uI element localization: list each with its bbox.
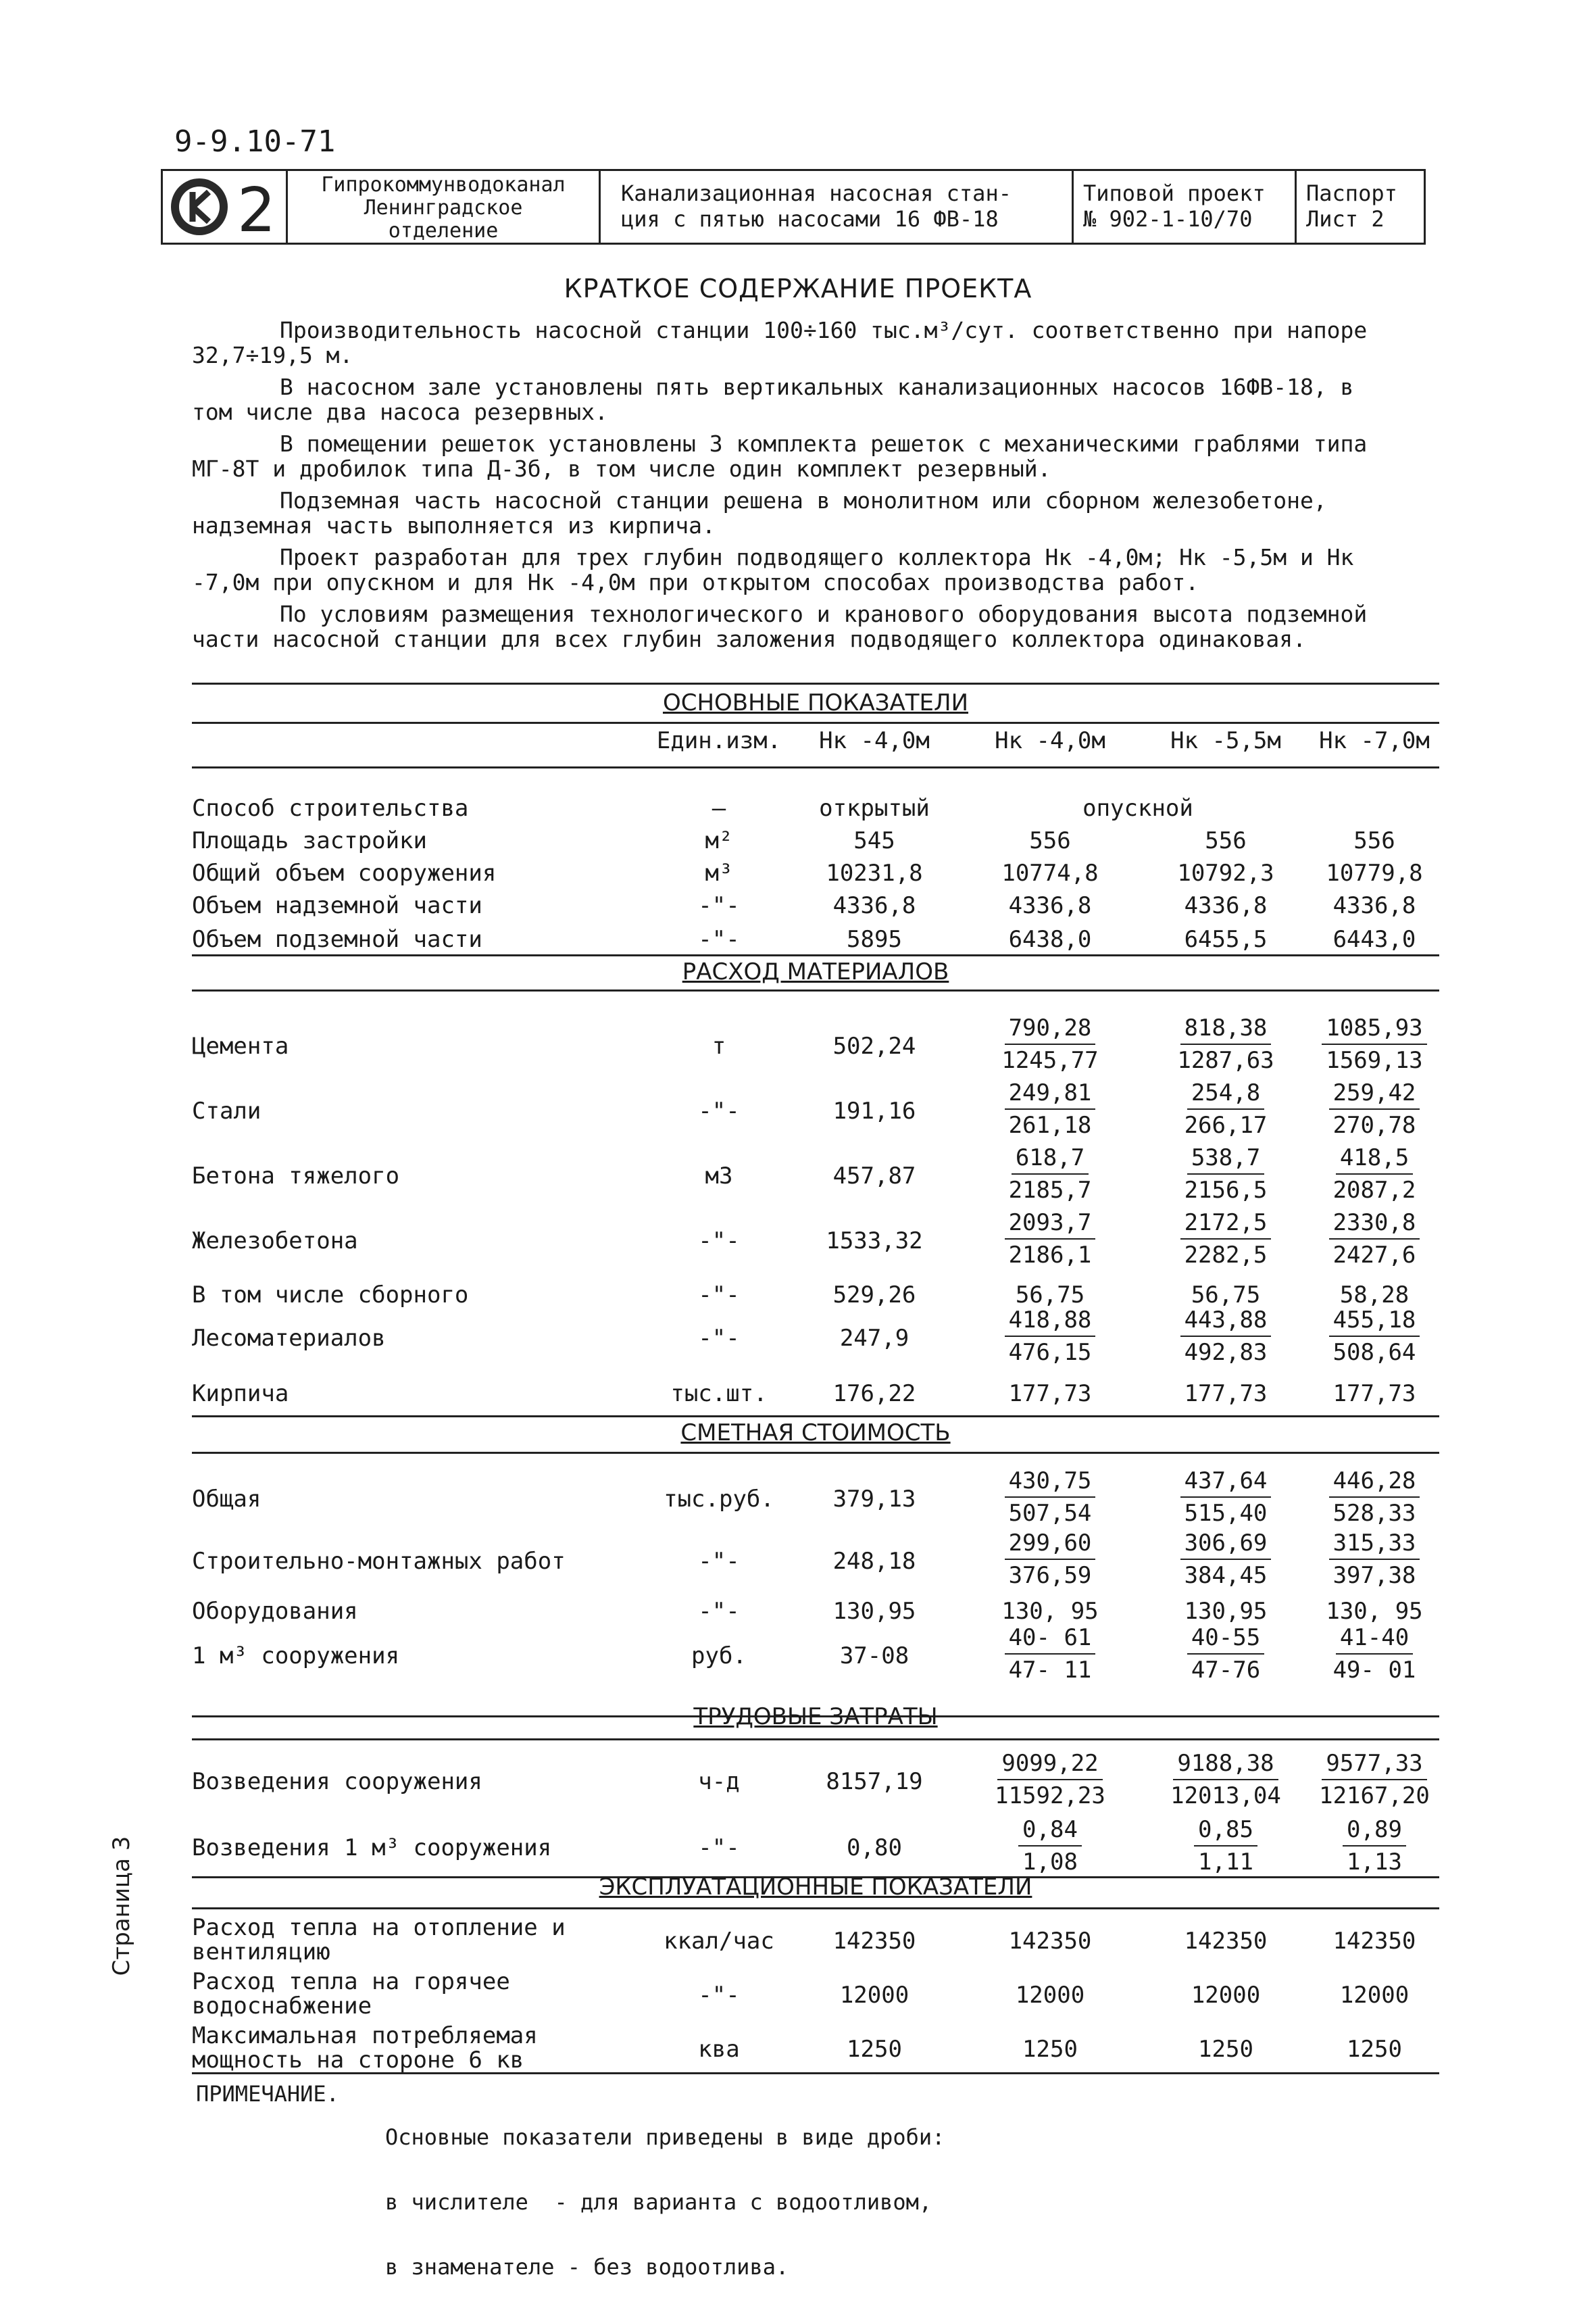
value-cell: 37-08 <box>839 1642 909 1669</box>
intro-paragraph: Подземная часть насосной станции решена в монолитном или сборном железобетоне, надземная часть выполняется из кирпича. <box>192 487 1327 539</box>
row-label-line: Расход тепла на горячее <box>192 1968 510 1995</box>
fraction-cell <box>976 1207 1124 1271</box>
denominator: 11592,23 <box>995 1782 1105 1809</box>
denominator: 2156,5 <box>1184 1177 1268 1204</box>
value-cell: 0,80 <box>847 1834 902 1861</box>
numerator: 254,8 <box>1187 1077 1264 1110</box>
denominator: 1569,13 <box>1326 1047 1423 1074</box>
row-label: 1 м³ сооружения <box>192 1642 400 1669</box>
denominator: 261,18 <box>1008 1112 1092 1139</box>
fraction-cell <box>976 1077 1124 1141</box>
section-operation-title: ЭКСПЛУАТАЦИОННЫЕ ПОКАЗАТЕЛИ <box>599 1874 1032 1901</box>
value-cell: 5895 <box>847 926 902 953</box>
row-unit: -"- <box>698 1281 740 1309</box>
fraction-cell <box>1151 1465 1300 1529</box>
numerator: 1085,93 <box>1322 1012 1426 1045</box>
row-label: Строительно-монтажных работ <box>192 1548 566 1575</box>
value-cell: 4336,8 <box>1008 892 1092 919</box>
row-unit: -"- <box>698 1982 740 2009</box>
row-label <box>192 2024 538 2072</box>
row-unit: -"- <box>698 892 740 919</box>
section-main-title: ОСНОВНЫЕ ПОКАЗАТЕЛИ <box>662 689 969 716</box>
denominator: 2087,2 <box>1332 1177 1416 1204</box>
row-unit: т <box>712 1033 726 1060</box>
row-label: Железобетона <box>192 1227 358 1254</box>
row-label <box>192 1915 566 1964</box>
value-cell: 457,87 <box>832 1163 916 1190</box>
numerator: 455,18 <box>1329 1304 1420 1337</box>
denominator: 12013,04 <box>1170 1782 1281 1809</box>
row-unit: м² <box>705 827 733 854</box>
value-cell: 556 <box>1353 827 1395 854</box>
denominator: 492,83 <box>1184 1339 1268 1366</box>
rule <box>192 722 1439 724</box>
row-unit: -"- <box>698 1098 740 1125</box>
value-cell: 10231,8 <box>826 860 923 887</box>
fraction-cell <box>1300 1748 1449 1811</box>
row-label: Объем подземной части <box>192 926 482 953</box>
denominator: 1,08 <box>1022 1849 1078 1876</box>
rule <box>192 2072 1439 2074</box>
denominator: 2427,6 <box>1332 1242 1416 1269</box>
denominator: 528,33 <box>1332 1500 1416 1527</box>
value-cell: 556 <box>1205 827 1247 854</box>
fraction-cell <box>1151 1748 1300 1811</box>
row-label: Лесоматериалов <box>192 1325 386 1352</box>
fraction-cell <box>1300 1142 1449 1206</box>
value-cell: 248,18 <box>832 1548 916 1575</box>
row-label <box>192 1970 510 2018</box>
row-label: Цемента <box>192 1033 289 1060</box>
value-cell: 6438,0 <box>1008 926 1092 953</box>
fraction-cell <box>1151 1142 1300 1206</box>
row-unit: -"- <box>698 1325 740 1352</box>
rule <box>192 766 1439 768</box>
intro-paragraph: Проект разработан для трех глубин подводящего коллектора Hк -4,0м; Hк -5,5м и Hк -7,0м при опускном и для Hк -4,0м при открытом способах производства работ. <box>192 544 1354 595</box>
organization-cell: Гипрокоммунводоканал Ленинградское отделение <box>288 171 601 243</box>
numerator: 315,33 <box>1329 1527 1420 1560</box>
value-cell: 556 <box>1029 827 1071 854</box>
row-label-line: Максимальная потребляемая <box>192 2022 538 2049</box>
row-unit: тыс.руб. <box>664 1486 774 1513</box>
intro-text <box>192 318 1388 658</box>
value-cell: 379,13 <box>832 1486 916 1513</box>
numerator: 0,85 <box>1194 1814 1257 1847</box>
section-labor-title: ТРУДОВЫЕ ЗАТРАТЫ <box>693 1703 938 1730</box>
value-cell: 12000 <box>1015 1982 1085 2009</box>
fraction-cell <box>976 1142 1124 1206</box>
row-label-line: вентиляцию <box>192 1938 330 1965</box>
value-cell: 130, 95 <box>1326 1598 1423 1625</box>
value-cell: 4336,8 <box>1332 892 1416 919</box>
denominator: 12167,20 <box>1319 1782 1430 1809</box>
fraction-cell <box>1151 1077 1300 1141</box>
value-cell: 1533,32 <box>826 1227 923 1254</box>
value-cell: 545 <box>853 827 895 854</box>
row-label: Бетона тяжелого <box>192 1163 400 1190</box>
fraction-cell <box>976 1748 1124 1811</box>
numerator: 446,28 <box>1329 1465 1420 1498</box>
row-label: Площадь застройки <box>192 827 427 854</box>
row-unit: м3 <box>705 1163 733 1190</box>
value-cell: 130,95 <box>1184 1598 1268 1625</box>
value-cell: 10792,3 <box>1177 860 1274 887</box>
numerator: 9577,33 <box>1322 1748 1426 1780</box>
rule <box>192 1452 1439 1454</box>
row-label: Оборудования <box>192 1598 358 1625</box>
row-label-line: мощность на стороне 6 кв <box>192 2047 524 2074</box>
company-logo-icon <box>167 173 282 241</box>
value-cell: 177,73 <box>1008 1380 1092 1407</box>
value-cell: 130,95 <box>832 1598 916 1625</box>
value-cell: 529,26 <box>832 1281 916 1309</box>
numerator: 437,64 <box>1180 1465 1272 1498</box>
logo-cell <box>163 171 288 243</box>
numerator: 249,81 <box>1005 1077 1096 1110</box>
fraction-cell <box>1151 1304 1300 1368</box>
fraction-cell <box>976 1622 1124 1686</box>
denominator: 2186,1 <box>1008 1242 1092 1269</box>
value-cell: 6443,0 <box>1332 926 1416 953</box>
value-cell: 4336,8 <box>832 892 916 919</box>
denominator: 1245,77 <box>1001 1047 1099 1074</box>
value-cell: 142350 <box>1008 1928 1092 1955</box>
fraction-cell <box>1151 1207 1300 1271</box>
denominator: 476,15 <box>1008 1339 1092 1366</box>
value-cell: 12000 <box>1339 1982 1410 2009</box>
fraction-cell <box>1300 1465 1449 1529</box>
value-cell: 10774,8 <box>1001 860 1099 887</box>
fraction-cell <box>1300 1207 1449 1271</box>
value-cell: 12000 <box>839 1982 909 2009</box>
numerator: 40- 61 <box>1005 1622 1096 1655</box>
value-cell: 247,9 <box>839 1325 909 1352</box>
numerator: 2330,8 <box>1329 1207 1420 1240</box>
denominator: 515,40 <box>1184 1500 1268 1527</box>
numerator: 9188,38 <box>1173 1748 1278 1780</box>
value-cell: 130, 95 <box>1001 1598 1099 1625</box>
numerator: 443,88 <box>1180 1304 1272 1337</box>
denominator: 49- 01 <box>1332 1657 1416 1684</box>
fraction-cell <box>1151 1012 1300 1076</box>
numerator: 0,89 <box>1343 1814 1406 1847</box>
numerator: 430,75 <box>1005 1465 1096 1498</box>
row-label: Возведения 1 м³ сооружения <box>192 1834 552 1861</box>
value-cell: 176,22 <box>832 1380 916 1407</box>
numerator: 2172,5 <box>1180 1207 1272 1240</box>
page-number: Страница 3 <box>108 1836 135 1976</box>
value-cell: 177,73 <box>1184 1380 1268 1407</box>
value-cell: 12000 <box>1191 1982 1261 2009</box>
numerator: 2093,7 <box>1005 1207 1096 1240</box>
value-cell: 56,75 <box>1191 1281 1261 1309</box>
denominator: 270,78 <box>1332 1112 1416 1139</box>
fraction-cell <box>1300 1304 1449 1368</box>
row-label: Общий объем сооружения <box>192 860 497 887</box>
value-cell: 1250 <box>1198 2036 1253 2063</box>
value-cell: 191,16 <box>832 1098 916 1125</box>
title-block <box>161 169 1426 245</box>
numerator: 0,84 <box>1018 1814 1082 1847</box>
value-cell: 142350 <box>832 1928 916 1955</box>
document-code: 9-9.10-71 <box>174 124 336 159</box>
row-label-line: водоснабжение <box>192 1992 372 2020</box>
row-label-line: Расход тепла на отопление и <box>192 1914 566 1941</box>
rule <box>192 989 1439 992</box>
fraction-cell <box>976 1012 1124 1076</box>
intro-paragraph: В насосном зале установлены пять вертикальных канализационных насосов 16ФВ-18, в том числе два насоса резервных. <box>192 374 1354 425</box>
numerator: 9099,22 <box>997 1748 1102 1780</box>
numerator: 538,7 <box>1187 1142 1264 1175</box>
intro-paragraph: Производительность насосной станции 100÷160 тыс.м³/сут. соответственно при напоре 32,7÷19,5 м. <box>192 317 1368 368</box>
numerator: 418,5 <box>1336 1142 1413 1175</box>
page-title: КРАТКОЕ СОДЕРЖАНИЕ ПРОЕКТА <box>564 274 1032 303</box>
section-cost-title: СМЕТНАЯ СТОИМОСТЬ <box>680 1419 951 1446</box>
row-unit: -"- <box>698 1598 740 1625</box>
fraction-cell <box>976 1527 1124 1591</box>
denominator: 266,17 <box>1184 1112 1268 1139</box>
numerator: 259,42 <box>1329 1077 1420 1110</box>
denominator: 47-76 <box>1191 1657 1261 1684</box>
denominator: 1,11 <box>1198 1849 1253 1876</box>
fraction-cell <box>1151 1527 1300 1591</box>
sheet-cell: Паспорт Лист 2 <box>1306 180 1397 232</box>
intro-paragraph: По условиям размещения технологического и кранового оборудования высота подземной части насосной станции для всех глубин заложения подводящего коллектора одинаковая. <box>192 601 1368 652</box>
row-label: Стали <box>192 1098 261 1125</box>
fraction-cell <box>976 1814 1124 1878</box>
value-cell: 1250 <box>847 2036 902 2063</box>
denominator: 2185,7 <box>1008 1177 1092 1204</box>
project-number-cell: Типовой проект № 902-1-10/70 <box>1074 171 1297 243</box>
row-label: Объем надземной части <box>192 892 482 919</box>
fraction-cell <box>1300 1012 1449 1076</box>
denominator: 384,45 <box>1184 1562 1268 1589</box>
rule <box>192 1738 1439 1740</box>
intro-paragraph: В помещении решеток установлены 3 комплекта решеток с механическими граблями типа МГ-8Т и дробилок типа Д-3б, в том числе один комплект резервный. <box>192 431 1368 482</box>
rule <box>192 1907 1439 1909</box>
denominator: 1,13 <box>1347 1849 1402 1876</box>
denominator: 376,59 <box>1008 1562 1092 1589</box>
value-cell: 56,75 <box>1015 1281 1085 1309</box>
value-cell: 10779,8 <box>1326 860 1423 887</box>
row-label: Кирпича <box>192 1380 289 1407</box>
numerator: 818,38 <box>1180 1012 1272 1045</box>
row-unit: ква <box>698 2036 740 2063</box>
value-cell: 58,28 <box>1339 1281 1410 1309</box>
fraction-cell <box>1300 1814 1449 1878</box>
denominator: 1287,63 <box>1177 1047 1274 1074</box>
fraction-cell <box>1300 1527 1449 1591</box>
value-cell: 142350 <box>1184 1928 1268 1955</box>
denominator: 507,54 <box>1008 1500 1092 1527</box>
row-unit: -"- <box>698 1834 740 1861</box>
numerator: 40-55 <box>1187 1622 1264 1655</box>
value-cell: 1250 <box>1022 2036 1078 2063</box>
fraction-cell <box>1151 1622 1300 1686</box>
section-materials-title: РАСХОД МАТЕРИАЛОВ <box>682 958 949 985</box>
value-cell: 177,73 <box>1332 1380 1416 1407</box>
row-unit: руб. <box>691 1642 747 1669</box>
row-label: Общая <box>192 1486 261 1513</box>
denominator: 397,38 <box>1332 1562 1416 1589</box>
row-unit: -"- <box>698 1227 740 1254</box>
row-unit: м³ <box>705 860 733 887</box>
value-cell: 1250 <box>1347 2036 1402 2063</box>
rule <box>192 683 1439 685</box>
fraction-cell <box>1151 1814 1300 1878</box>
row-unit: ккал/час <box>664 1928 774 1955</box>
numerator: 618,7 <box>1012 1142 1089 1175</box>
numerator: 418,88 <box>1005 1304 1096 1337</box>
denominator: 2282,5 <box>1184 1242 1268 1269</box>
value-cell: 502,24 <box>832 1033 916 1060</box>
svg-text:2: 2 <box>237 175 276 241</box>
value-cell: 8157,19 <box>826 1768 923 1795</box>
row-unit: ч-д <box>698 1768 740 1795</box>
fraction-cell <box>1300 1077 1449 1141</box>
value-cell: 4336,8 <box>1184 892 1268 919</box>
numerator: 41-40 <box>1336 1622 1413 1655</box>
fraction-cell <box>976 1465 1124 1529</box>
row-unit: -"- <box>698 1548 740 1575</box>
project-name-cell: Канализационная насосная стан- ция с пятью насосами 16 ФВ-18 <box>601 171 1074 243</box>
row-label: Возведения сооружения <box>192 1768 482 1795</box>
numerator: 299,60 <box>1005 1527 1096 1560</box>
row-unit: тыс.шт. <box>670 1380 768 1407</box>
fraction-cell <box>976 1304 1124 1368</box>
denominator: 508,64 <box>1332 1339 1416 1366</box>
fraction-cell <box>1300 1622 1449 1686</box>
denominator: 47- 11 <box>1008 1657 1092 1684</box>
numerator: 306,69 <box>1180 1527 1272 1560</box>
numerator: 790,28 <box>1005 1012 1096 1045</box>
value-cell: 142350 <box>1332 1928 1416 1955</box>
row-label: В том числе сборного <box>192 1281 469 1309</box>
value-cell: 6455,5 <box>1184 926 1268 953</box>
row-unit: -"- <box>698 926 740 953</box>
rule <box>192 954 1439 956</box>
rule <box>192 1415 1439 1417</box>
